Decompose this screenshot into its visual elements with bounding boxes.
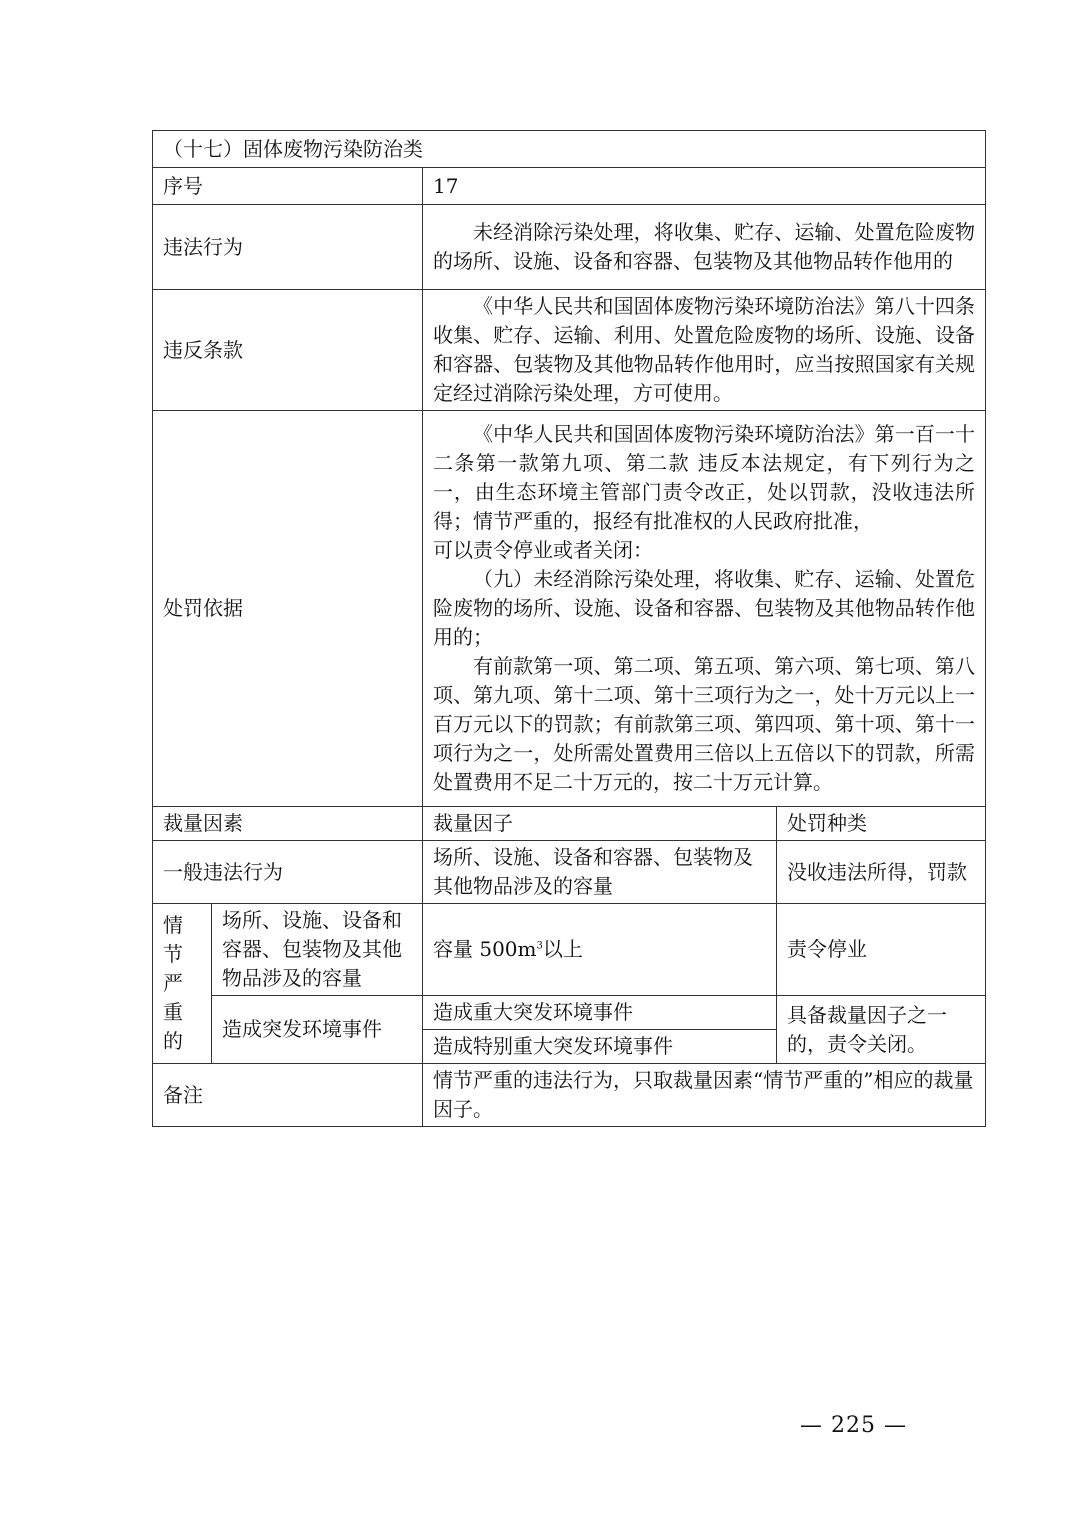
serious-sub-capacity: 场所、设施、设备和容器、包装物及其他物品涉及的容量 [212,904,423,996]
serious-penalty-suspend: 责令停业 [777,904,986,996]
serious-factor-capacity [423,904,777,996]
serious-factor-major-incident: 造成重大突发环境事件 [423,996,777,1030]
factor-label: 裁量因素 [153,807,423,841]
capacity-suffix: 以上 [542,937,583,961]
remark-label: 备注 [153,1064,423,1127]
violation-text: 未经消除污染处理，将收集、贮存、运输、处置危险废物的场所、设施、设备和容器、包装物及其他物品转作他用的 [433,220,975,273]
remark-text: 情节严重的违法行为，只取裁量因素“情节严重的”相应的裁量因子。 [423,1064,986,1127]
capacity-exponent: 3 [536,940,543,952]
serious-label [153,904,212,1064]
basis-paragraph-1: 《中华人民共和国固体废物污染环境防治法》第一百一十二条第一款第九项、第二款 违反本法规定，有下列行为之一，由生态环境主管部门责令改正，处以罚款，没收违法所得；情节严重的，报经有批准权的人民政府批准， [433,422,975,533]
factor-column-header: 裁量因子 [423,807,777,841]
serious-sub-incident: 造成突发环境事件 [212,996,423,1064]
clause-label: 违反条款 [153,290,423,411]
violation-cell [423,205,986,290]
general-penalty: 没收违法所得，罚款 [777,841,986,904]
basis-label: 处罚依据 [153,411,423,807]
penalty-column-header: 处罚种类 [777,807,986,841]
basis-paragraph-3: 有前款第一项、第二项、第五项、第六项、第七项、第八项、第九项、第十二项、第十三项行为之一，处十万元以上一百万元以下的罚款；有前款第三项、第四项、第十项、第十一项行为之一，处所需处置费用三倍以上五倍以下的罚款，所需处置费用不足二十万元的，按二十万元计算。 [433,654,975,794]
serious-penalty-close: 具备裁量因子之一的，责令关闭。 [777,996,986,1064]
basis-paragraph-1b: 可以责令停业或者关闭： [433,538,653,562]
clause-text: 《中华人民共和国固体废物污染环境防治法》第八十四条 收集、贮存、运输、利用、处置危险废物的场所、设施、设备和容器、包装物及其他物品转作他用时，应当按照国家有关规定经过消除污染处理，方可使用。 [433,294,975,405]
penalty-table [152,130,986,1127]
serious-factor-extreme-incident: 造成特别重大突发环境事件 [423,1030,777,1064]
clause-cell [423,290,986,411]
violation-label: 违法行为 [153,205,423,290]
page-number: — 225 — [800,1413,907,1438]
capacity-text: 容量 500m [433,937,537,961]
serious-label-text: 情节严重的 [163,913,183,1053]
serial-value: 17 [423,168,986,205]
basis-cell [423,411,986,807]
basis-paragraph-2: （九）未经消除污染处理，将收集、贮存、运输、处置危险废物的场所、设施、设备和容器、包装物及其他物品转作他用的； [433,567,975,649]
section-title: （十七）固体废物污染防治类 [153,131,986,168]
serial-label: 序号 [153,168,423,205]
general-factor: 场所、设施、设备和容器、包装物及其他物品涉及的容量 [423,841,777,904]
general-label: 一般违法行为 [153,841,423,904]
